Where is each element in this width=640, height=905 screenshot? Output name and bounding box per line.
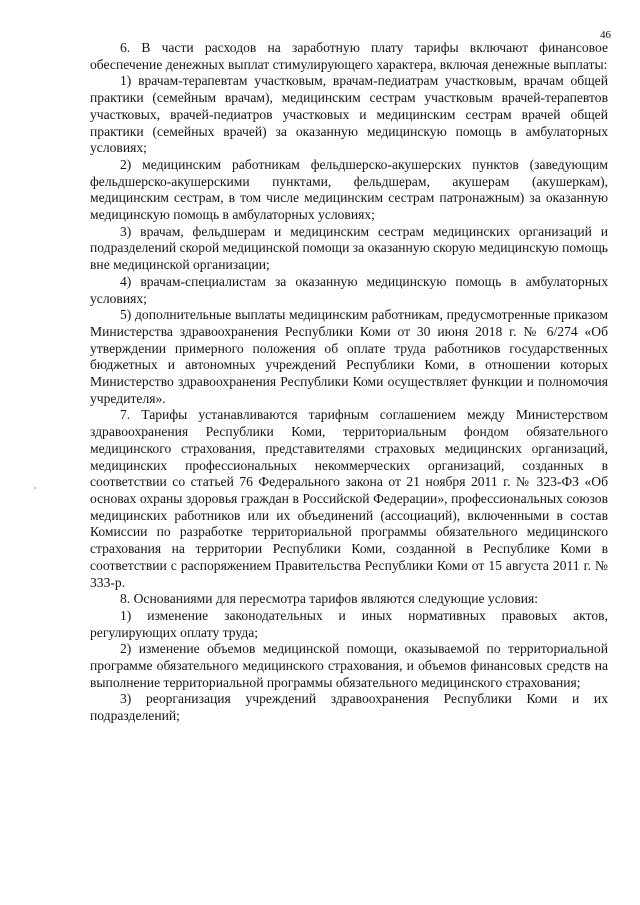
list-item-6-3: 3) врачам, фельдшерам и медицинским сестрам медицинских организаций и подразделений скорой медицинской помощи за оказанную скорую медицинскую помощь вне медицинской организации;: [90, 223, 608, 273]
list-item-6-4: 4) врачам-специалистам за оказанную медицинскую помощь в амбулаторных условиях;: [90, 273, 608, 306]
page-number: 46: [600, 29, 611, 41]
list-item-6-2: 2) медицинским работникам фельдшерско-акушерских пунктов (заведующим фельдшерско-акушерскими пунктами, фельдшерам, акушерам (акушеркам), медицинским сестрам, в том числе медицинским сестрам патронажным) за оказанную медицинскую помощь в амбулаторных условиях;: [90, 156, 608, 223]
paragraph-6-intro: 6. В части расходов на заработную плату тарифы включают финансовое обеспечение денежных выплат стимулирующего характера, включая денежные выплаты:: [90, 40, 608, 72]
list-item-8-1: 1) изменение законодательных и иных нормативных правовых актов, регулирующих оплату труда;: [90, 607, 608, 640]
list-item-6-5: 5) дополнительные выплаты медицинским работникам, предусмотренные приказом Министерства здравоохранения Республики Коми от 30 июня 2018 г. № 6/274 «Об утверждении примерного положения об оплате труда работников государственных бюджетных и автономных учреждений Республики Коми, в отношении которых Министерство здравоохранения Республики Коми осуществляет функции и полномочия учредителя».: [90, 307, 608, 406]
list-item-6-1: 1) врачам-терапевтам участковым, врачам-педиатрам участковым, врачам общей практики (семейным врачам), медицинским сестрам участковым врачей-терапевтов участковых, врачей-педиатров участковых и медицинским сестрам врачей общей практики (семейных врачей) за оказанную медицинскую помощь в амбулаторных условиях;: [90, 73, 608, 156]
list-item-8-3: 3) реорганизация учреждений здравоохранения Республики Коми и их подразделений;: [90, 691, 608, 724]
list-item-8-2: 2) изменение объемов медицинской помощи, оказываемой по территориальной программе обязательного медицинского страхования, и объемов финансовых средств на выполнение территориальной программы обязательного медицинского страхования;: [90, 641, 608, 690]
scan-speck: [34, 487, 36, 489]
paragraph-8-intro: 8. Основаниями для пересмотра тарифов являются следующие условия:: [120, 591, 539, 607]
document-body: [90, 40, 608, 725]
paragraph-7: 7. Тарифы устанавливаются тарифным соглашением между Министерством здравоохранения Республики Коми, территориальным фондом обязательного медицинского страхования, представителями страховых медицинских организаций, медицинских профессиональных некоммерческих организаций, созданных в соответствии со статьей 76 Федерального закона от 21 ноября 2011 г. № 323-ФЗ «Об основах охраны здоровья граждан в Российской Федерации», профессиональных союзов медицинских работников или их объединений (ассоциаций), включенными в состав Комиссии по разработке территориальной программы обязательного медицинского страхования на территории Республики Коми, созданной в Республике Коми в соответствии с распоряжением Правительства Республики Коми от 15 августа 2011 г. № 333-р.: [90, 407, 608, 590]
